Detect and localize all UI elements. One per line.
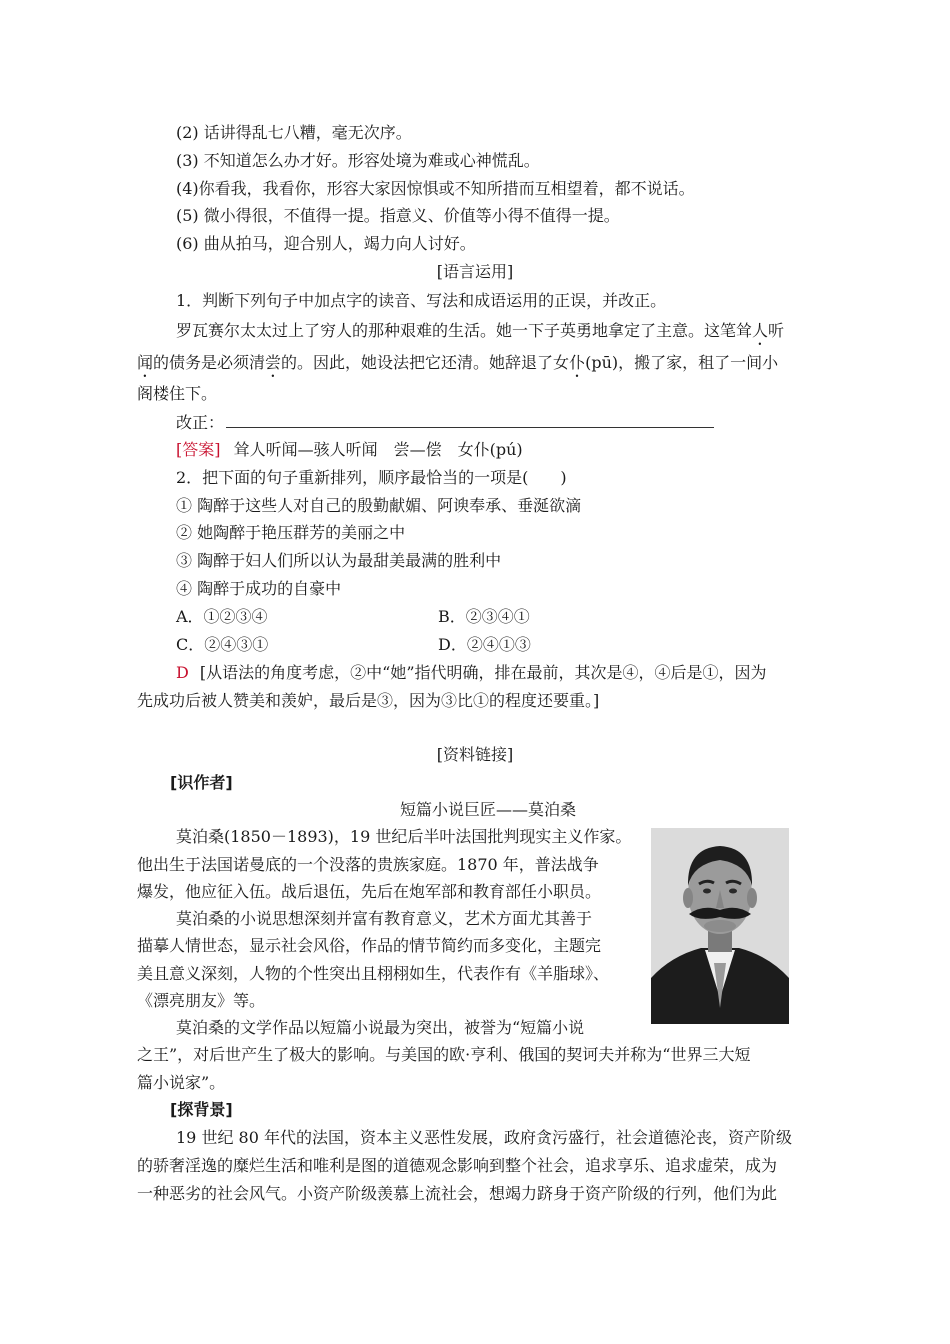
author-portrait-photo [651, 828, 789, 1024]
q1-prompt: 1．判断下列句子中加点字的读音、写法和成语运用的正误，并改正。 [176, 291, 667, 310]
definition-2: (2) 话讲得乱七八糟，毫无次序。 [176, 123, 412, 142]
q1-fix-label: 改正： [176, 413, 225, 432]
author-paragraph-line: 他出生于法国诺曼底的一个没落的贵族家庭。1870 年，普法战争 [137, 855, 599, 874]
author-section-title: 短篇小说巨匠——莫泊桑 [400, 800, 577, 819]
background-paragraph-line: 的骄奢淫逸的糜烂生活和唯利是图的道德观念影响到整个社会，追求享乐、追求虚荣，成为 [137, 1156, 778, 1175]
author-paragraph-line: 篇小说家”。 [137, 1073, 226, 1092]
q1-passage-line-3: 阁楼住下。 [137, 384, 218, 403]
q1-text: 听 [768, 321, 785, 340]
background-paragraph-line: 一种恶劣的社会风气。小资产阶级羡慕上流社会，想竭力跻身于资产阶级的行列，他们为此 [137, 1184, 778, 1203]
q1-dotted-char: 闻 [137, 353, 154, 372]
q2-item-1: ① 陶醉于这些人对自己的殷勤献媚、阿谀奉承、垂涎欲滴 [176, 496, 582, 515]
q2-item-2: ② 她陶醉于艳压群芳的美丽之中 [176, 523, 406, 542]
definition-6: (6) 曲从拍马，迎合别人，竭力向人讨好。 [176, 234, 476, 253]
q2-prompt: 2．把下面的句子重新排列，顺序最恰当的一项是( ) [176, 468, 567, 487]
section-resource-heading: [资料链接] [436, 745, 514, 764]
q1-text: 罗瓦赛尔太太过上了穷人的那种艰难的生活。她一下子英勇地拿定了主意。这笔耸 [176, 321, 753, 340]
q2-item-3: ③ 陶醉于妇人们所以认为最甜美最满的胜利中 [176, 551, 502, 570]
q1-text: 的。因此，她设法把它还清。她辞退了女 [281, 353, 570, 372]
q2-option-c: C．②④③① [176, 635, 269, 654]
q1-text: 的债务是必须清 [153, 353, 266, 372]
author-paragraph-line: 美且意义深刻，人物的个性突出且栩栩如生，代表作有《羊脂球》、 [137, 964, 610, 983]
q2-item-4: ④ 陶醉于成功的自豪中 [176, 579, 342, 598]
answer-tag: [答案] [176, 440, 221, 459]
author-paragraph-line: 之王”，对后世产生了极大的影响。与美国的欧·亨利、俄国的契诃夫并称为“世界三大短 [137, 1045, 751, 1064]
author-paragraph-line: 爆发，他应征入伍。战后退伍，先后在炮军部和教育部任小职员。 [137, 882, 602, 901]
q1-dotted-char: 尝 [265, 353, 282, 372]
author-section-tag: [识作者] [170, 773, 233, 792]
q2-answer-letter: D [176, 663, 189, 682]
q2-explanation-line-1 [176, 662, 767, 684]
q2-option-a: A．①②③④ [176, 607, 268, 626]
definition-4: (4)你看我，我看你，形容大家因惊惧或不知所措而互相望着，都不说话。 [176, 179, 695, 198]
q2-option-b: B．②③④① [438, 607, 530, 626]
q2-option-d: D．②④①③ [438, 635, 531, 654]
q1-dotted-char: 仆 [569, 353, 586, 372]
background-paragraph-line: 19 世纪 80 年代的法国，资本主义恶性发展，政府贪污盛行，社会道德沦丧，资产阶级 [176, 1128, 792, 1147]
q1-dotted-char: 人 [752, 321, 769, 340]
author-paragraph-line: 莫泊桑(1850－1893)，19 世纪后半叶法国批判现实主义作家。 [176, 827, 632, 846]
definition-5: (5) 微小得很，不值得一提。指意义、价值等小得不值得一提。 [176, 206, 620, 225]
definition-3: (3) 不知道怎么办才好。形容处境为难或心神慌乱。 [176, 151, 540, 170]
q1-fix-line [176, 412, 714, 434]
q1-text: (pū)，搬了家，租了一间小 [585, 353, 779, 372]
section-language-heading: [语言运用] [436, 262, 514, 281]
q1-answer-text: 耸人听闻—骇人听闻 尝—偿 女仆(pú) [233, 440, 523, 459]
q1-passage-line-2 [137, 352, 778, 381]
author-paragraph-line: 《漂亮朋友》等。 [137, 991, 266, 1010]
background-section-tag: [探背景] [170, 1100, 233, 1119]
q1-answer-blank[interactable] [226, 413, 714, 428]
q2-explanation-text: [从语法的角度考虑，②中“她”指代明确，排在最前，其次是④，④后是①，因为 [199, 663, 767, 682]
author-paragraph-line: 描摹人情世态，显示社会风俗，作品的情节简约而多变化，主题完 [137, 936, 602, 955]
q1-passage-line-1 [176, 320, 784, 349]
q1-answer-line [176, 439, 523, 461]
q2-explanation-line-2: 先成功后被人赞美和羡妒，最后是③，因为③比①的程度还要重。] [137, 691, 600, 710]
author-paragraph-line: 莫泊桑的小说思想深刻并富有教育意义，艺术方面尤其善于 [176, 909, 593, 928]
author-paragraph-line: 莫泊桑的文学作品以短篇小说最为突出，被誉为“短篇小说 [176, 1018, 585, 1037]
